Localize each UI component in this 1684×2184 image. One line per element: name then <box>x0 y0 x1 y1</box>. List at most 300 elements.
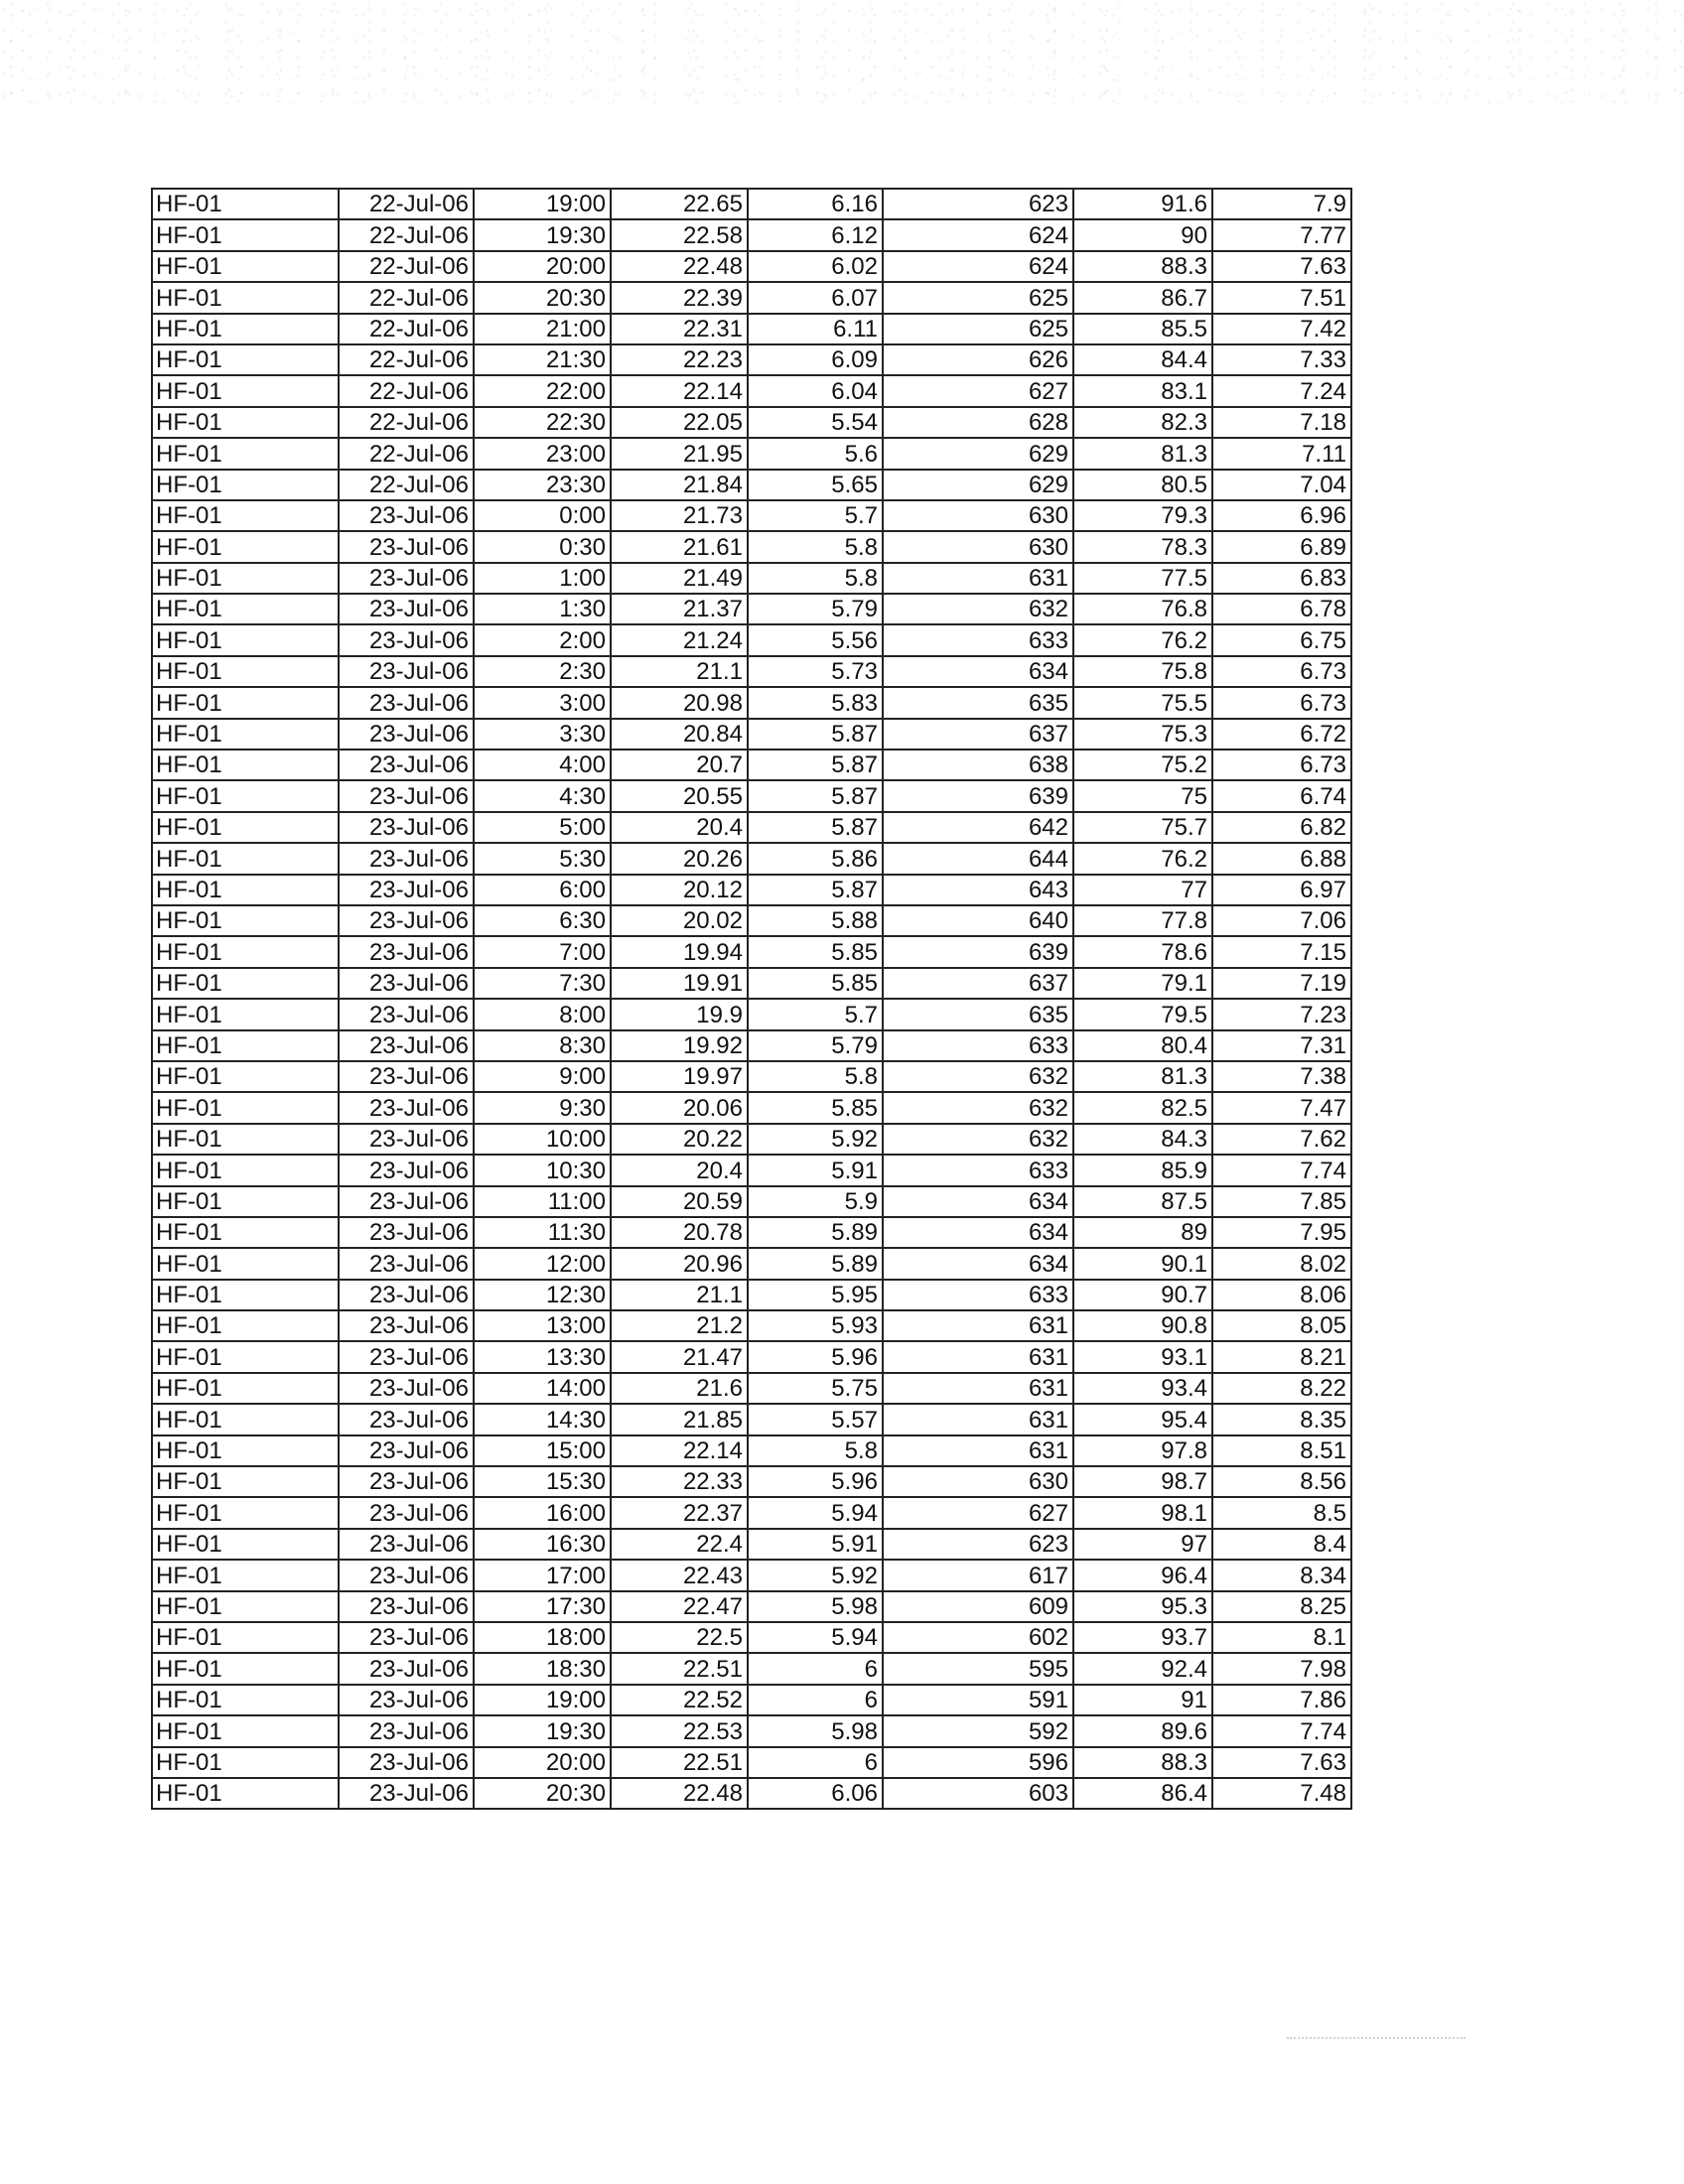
date-cell: 23-Jul-06 <box>339 563 474 594</box>
value-2-cell: 5.88 <box>748 905 883 936</box>
value-1-cell: 22.48 <box>611 1778 748 1809</box>
value-5-cell: 6.97 <box>1212 875 1351 905</box>
value-3-cell: 626 <box>883 344 1073 375</box>
value-2-cell: 5.7 <box>748 999 883 1029</box>
value-2-cell: 5.85 <box>748 936 883 967</box>
value-3-cell: 631 <box>883 1341 1073 1372</box>
value-3-cell: 631 <box>883 563 1073 594</box>
site-id-cell: HF-01 <box>152 780 339 811</box>
site-id-cell: HF-01 <box>152 999 339 1029</box>
time-cell: 19:00 <box>474 1685 611 1715</box>
table-row <box>152 1124 1351 1155</box>
table-row <box>152 1622 1351 1653</box>
value-5-cell: 6.89 <box>1212 531 1351 562</box>
table-row <box>152 1404 1351 1434</box>
time-cell: 22:00 <box>474 375 611 406</box>
value-3-cell: 603 <box>883 1778 1073 1809</box>
value-3-cell: 624 <box>883 219 1073 250</box>
table-row <box>152 1280 1351 1310</box>
value-3-cell: 629 <box>883 438 1073 469</box>
time-cell: 1:30 <box>474 594 611 624</box>
value-4-cell: 77.8 <box>1073 905 1212 936</box>
time-cell: 3:00 <box>474 687 611 718</box>
value-5-cell: 6.72 <box>1212 719 1351 750</box>
value-3-cell: 628 <box>883 407 1073 438</box>
value-2-cell: 5.98 <box>748 1715 883 1746</box>
time-cell: 21:30 <box>474 344 611 375</box>
time-cell: 6:00 <box>474 875 611 905</box>
value-2-cell: 6.06 <box>748 1778 883 1809</box>
time-cell: 16:30 <box>474 1529 611 1560</box>
site-id-cell: HF-01 <box>152 875 339 905</box>
site-id-cell: HF-01 <box>152 407 339 438</box>
value-4-cell: 75 <box>1073 780 1212 811</box>
value-3-cell: 627 <box>883 1497 1073 1528</box>
value-3-cell: 633 <box>883 624 1073 655</box>
date-cell: 23-Jul-06 <box>339 1529 474 1560</box>
date-cell: 22-Jul-06 <box>339 251 474 282</box>
date-cell: 23-Jul-06 <box>339 1061 474 1092</box>
value-5-cell: 8.21 <box>1212 1341 1351 1372</box>
value-3-cell: 634 <box>883 1186 1073 1217</box>
value-5-cell: 8.51 <box>1212 1435 1351 1466</box>
value-4-cell: 89 <box>1073 1217 1212 1248</box>
time-cell: 19:30 <box>474 1715 611 1746</box>
table-row <box>152 1217 1351 1248</box>
time-cell: 7:00 <box>474 936 611 967</box>
date-cell: 23-Jul-06 <box>339 1341 474 1372</box>
table-row <box>152 687 1351 718</box>
value-2-cell: 5.87 <box>748 780 883 811</box>
value-1-cell: 20.4 <box>611 1155 748 1185</box>
date-cell: 23-Jul-06 <box>339 1435 474 1466</box>
value-1-cell: 21.1 <box>611 656 748 687</box>
date-cell: 23-Jul-06 <box>339 1373 474 1404</box>
date-cell: 23-Jul-06 <box>339 1622 474 1653</box>
site-id-cell: HF-01 <box>152 1747 339 1778</box>
value-2-cell: 5.89 <box>748 1248 883 1279</box>
value-2-cell: 5.87 <box>748 750 883 780</box>
value-2-cell: 5.91 <box>748 1155 883 1185</box>
value-1-cell: 22.14 <box>611 1435 748 1466</box>
table-row <box>152 843 1351 874</box>
date-cell: 23-Jul-06 <box>339 719 474 750</box>
value-4-cell: 90.8 <box>1073 1310 1212 1341</box>
table-row <box>152 563 1351 594</box>
date-cell: 23-Jul-06 <box>339 624 474 655</box>
value-4-cell: 75.2 <box>1073 750 1212 780</box>
value-1-cell: 20.26 <box>611 843 748 874</box>
value-2-cell: 5.7 <box>748 500 883 531</box>
value-3-cell: 625 <box>883 282 1073 313</box>
value-1-cell: 20.12 <box>611 875 748 905</box>
value-1-cell: 21.47 <box>611 1341 748 1372</box>
site-id-cell: HF-01 <box>152 189 339 219</box>
value-4-cell: 75.8 <box>1073 656 1212 687</box>
value-2-cell: 5.9 <box>748 1186 883 1217</box>
date-cell: 23-Jul-06 <box>339 905 474 936</box>
date-cell: 23-Jul-06 <box>339 750 474 780</box>
table-row <box>152 719 1351 750</box>
time-cell: 3:30 <box>474 719 611 750</box>
value-4-cell: 79.1 <box>1073 968 1212 999</box>
time-cell: 9:00 <box>474 1061 611 1092</box>
value-5-cell: 7.48 <box>1212 1778 1351 1809</box>
table-row <box>152 1061 1351 1092</box>
time-cell: 13:00 <box>474 1310 611 1341</box>
time-cell: 0:30 <box>474 531 611 562</box>
table-row <box>152 624 1351 655</box>
site-id-cell: HF-01 <box>152 563 339 594</box>
value-1-cell: 22.37 <box>611 1497 748 1528</box>
value-2-cell: 5.96 <box>748 1341 883 1372</box>
site-id-cell: HF-01 <box>152 624 339 655</box>
value-2-cell: 5.56 <box>748 624 883 655</box>
site-id-cell: HF-01 <box>152 968 339 999</box>
site-id-cell: HF-01 <box>152 1435 339 1466</box>
value-4-cell: 93.7 <box>1073 1622 1212 1653</box>
value-1-cell: 22.39 <box>611 282 748 313</box>
value-2-cell: 5.87 <box>748 875 883 905</box>
value-3-cell: 632 <box>883 1092 1073 1123</box>
value-1-cell: 20.02 <box>611 905 748 936</box>
value-2-cell: 5.87 <box>748 719 883 750</box>
value-4-cell: 92.4 <box>1073 1653 1212 1684</box>
site-id-cell: HF-01 <box>152 1778 339 1809</box>
value-4-cell: 90.1 <box>1073 1248 1212 1279</box>
value-3-cell: 637 <box>883 719 1073 750</box>
time-cell: 5:00 <box>474 812 611 843</box>
table-row <box>152 656 1351 687</box>
value-4-cell: 83.1 <box>1073 375 1212 406</box>
value-1-cell: 22.43 <box>611 1560 748 1590</box>
site-id-cell: HF-01 <box>152 282 339 313</box>
value-3-cell: 632 <box>883 1061 1073 1092</box>
value-4-cell: 76.2 <box>1073 624 1212 655</box>
value-3-cell: 617 <box>883 1560 1073 1590</box>
table-row <box>152 594 1351 624</box>
value-5-cell: 8.4 <box>1212 1529 1351 1560</box>
value-5-cell: 8.05 <box>1212 1310 1351 1341</box>
date-cell: 22-Jul-06 <box>339 470 474 500</box>
value-1-cell: 20.84 <box>611 719 748 750</box>
value-4-cell: 81.3 <box>1073 1061 1212 1092</box>
table-row <box>152 500 1351 531</box>
value-5-cell: 7.15 <box>1212 936 1351 967</box>
value-4-cell: 97 <box>1073 1529 1212 1560</box>
value-1-cell: 22.53 <box>611 1715 748 1746</box>
time-cell: 12:00 <box>474 1248 611 1279</box>
time-cell: 22:30 <box>474 407 611 438</box>
value-4-cell: 80.5 <box>1073 470 1212 500</box>
date-cell: 23-Jul-06 <box>339 875 474 905</box>
value-4-cell: 76.2 <box>1073 843 1212 874</box>
value-2-cell: 5.87 <box>748 812 883 843</box>
value-1-cell: 22.31 <box>611 314 748 344</box>
date-cell: 23-Jul-06 <box>339 936 474 967</box>
value-4-cell: 76.8 <box>1073 594 1212 624</box>
value-1-cell: 21.85 <box>611 1404 748 1434</box>
value-2-cell: 6.02 <box>748 251 883 282</box>
value-1-cell: 22.14 <box>611 375 748 406</box>
date-cell: 22-Jul-06 <box>339 375 474 406</box>
table-row <box>152 1092 1351 1123</box>
time-cell: 15:00 <box>474 1435 611 1466</box>
date-cell: 22-Jul-06 <box>339 189 474 219</box>
site-id-cell: HF-01 <box>152 1248 339 1279</box>
site-id-cell: HF-01 <box>152 219 339 250</box>
date-cell: 22-Jul-06 <box>339 344 474 375</box>
value-4-cell: 89.6 <box>1073 1715 1212 1746</box>
value-1-cell: 21.24 <box>611 624 748 655</box>
date-cell: 23-Jul-06 <box>339 1310 474 1341</box>
value-3-cell: 627 <box>883 375 1073 406</box>
value-3-cell: 638 <box>883 750 1073 780</box>
table-row <box>152 470 1351 500</box>
time-cell: 23:30 <box>474 470 611 500</box>
value-4-cell: 84.4 <box>1073 344 1212 375</box>
table-row <box>152 1685 1351 1715</box>
table-row <box>152 219 1351 250</box>
time-cell: 12:30 <box>474 1280 611 1310</box>
value-1-cell: 21.84 <box>611 470 748 500</box>
value-2-cell: 5.8 <box>748 563 883 594</box>
value-1-cell: 19.91 <box>611 968 748 999</box>
value-1-cell: 21.61 <box>611 531 748 562</box>
date-cell: 23-Jul-06 <box>339 812 474 843</box>
value-1-cell: 22.51 <box>611 1653 748 1684</box>
value-5-cell: 7.63 <box>1212 251 1351 282</box>
value-2-cell: 5.8 <box>748 531 883 562</box>
value-2-cell: 5.79 <box>748 1030 883 1061</box>
value-2-cell: 6.16 <box>748 189 883 219</box>
value-2-cell: 5.6 <box>748 438 883 469</box>
value-3-cell: 630 <box>883 531 1073 562</box>
value-1-cell: 20.4 <box>611 812 748 843</box>
value-5-cell: 6.96 <box>1212 500 1351 531</box>
value-2-cell: 5.79 <box>748 594 883 624</box>
value-2-cell: 5.57 <box>748 1404 883 1434</box>
site-id-cell: HF-01 <box>152 1280 339 1310</box>
value-2-cell: 5.93 <box>748 1310 883 1341</box>
value-4-cell: 93.1 <box>1073 1341 1212 1372</box>
site-id-cell: HF-01 <box>152 750 339 780</box>
value-3-cell: 640 <box>883 905 1073 936</box>
date-cell: 23-Jul-06 <box>339 1497 474 1528</box>
site-id-cell: HF-01 <box>152 1622 339 1653</box>
value-3-cell: 631 <box>883 1435 1073 1466</box>
value-3-cell: 634 <box>883 1217 1073 1248</box>
value-2-cell: 6 <box>748 1653 883 1684</box>
site-id-cell: HF-01 <box>152 1591 339 1622</box>
value-3-cell: 634 <box>883 1248 1073 1279</box>
value-4-cell: 75.3 <box>1073 719 1212 750</box>
time-cell: 8:30 <box>474 1030 611 1061</box>
value-5-cell: 6.78 <box>1212 594 1351 624</box>
value-5-cell: 7.98 <box>1212 1653 1351 1684</box>
value-5-cell: 7.63 <box>1212 1747 1351 1778</box>
value-4-cell: 88.3 <box>1073 1747 1212 1778</box>
time-cell: 11:00 <box>474 1186 611 1217</box>
date-cell: 23-Jul-06 <box>339 843 474 874</box>
date-cell: 23-Jul-06 <box>339 1217 474 1248</box>
value-5-cell: 7.95 <box>1212 1217 1351 1248</box>
value-3-cell: 602 <box>883 1622 1073 1653</box>
time-cell: 18:30 <box>474 1653 611 1684</box>
value-5-cell: 6.73 <box>1212 656 1351 687</box>
value-3-cell: 609 <box>883 1591 1073 1622</box>
value-3-cell: 639 <box>883 936 1073 967</box>
value-5-cell: 8.5 <box>1212 1497 1351 1528</box>
value-3-cell: 592 <box>883 1715 1073 1746</box>
value-4-cell: 85.9 <box>1073 1155 1212 1185</box>
scan-noise <box>0 0 1684 109</box>
date-cell: 23-Jul-06 <box>339 1155 474 1185</box>
site-id-cell: HF-01 <box>152 936 339 967</box>
time-cell: 15:30 <box>474 1466 611 1497</box>
value-5-cell: 7.85 <box>1212 1186 1351 1217</box>
value-2-cell: 6.04 <box>748 375 883 406</box>
value-1-cell: 21.2 <box>611 1310 748 1341</box>
table-row <box>152 812 1351 843</box>
site-id-cell: HF-01 <box>152 719 339 750</box>
value-4-cell: 82.3 <box>1073 407 1212 438</box>
value-5-cell: 6.88 <box>1212 843 1351 874</box>
value-3-cell: 631 <box>883 1373 1073 1404</box>
time-cell: 10:30 <box>474 1155 611 1185</box>
time-cell: 4:30 <box>474 780 611 811</box>
date-cell: 23-Jul-06 <box>339 1404 474 1434</box>
time-cell: 14:30 <box>474 1404 611 1434</box>
site-id-cell: HF-01 <box>152 1217 339 1248</box>
table-row <box>152 1653 1351 1684</box>
site-id-cell: HF-01 <box>152 594 339 624</box>
value-3-cell: 633 <box>883 1030 1073 1061</box>
time-cell: 2:30 <box>474 656 611 687</box>
value-3-cell: 623 <box>883 189 1073 219</box>
value-5-cell: 7.19 <box>1212 968 1351 999</box>
value-5-cell: 7.9 <box>1212 189 1351 219</box>
site-id-cell: HF-01 <box>152 1404 339 1434</box>
value-3-cell: 633 <box>883 1155 1073 1185</box>
site-id-cell: HF-01 <box>152 1373 339 1404</box>
value-2-cell: 5.54 <box>748 407 883 438</box>
time-cell: 2:00 <box>474 624 611 655</box>
value-1-cell: 22.52 <box>611 1685 748 1715</box>
table-row <box>152 375 1351 406</box>
value-1-cell: 20.55 <box>611 780 748 811</box>
date-cell: 23-Jul-06 <box>339 1591 474 1622</box>
value-2-cell: 5.92 <box>748 1560 883 1590</box>
value-3-cell: 642 <box>883 812 1073 843</box>
value-3-cell: 637 <box>883 968 1073 999</box>
table-row <box>152 780 1351 811</box>
date-cell: 23-Jul-06 <box>339 1248 474 1279</box>
table-row <box>152 999 1351 1029</box>
value-1-cell: 22.48 <box>611 251 748 282</box>
value-4-cell: 86.7 <box>1073 282 1212 313</box>
value-1-cell: 19.94 <box>611 936 748 967</box>
table-row <box>152 1747 1351 1778</box>
time-cell: 5:30 <box>474 843 611 874</box>
date-cell: 23-Jul-06 <box>339 531 474 562</box>
site-id-cell: HF-01 <box>152 470 339 500</box>
value-5-cell: 8.22 <box>1212 1373 1351 1404</box>
time-cell: 19:00 <box>474 189 611 219</box>
site-id-cell: HF-01 <box>152 1653 339 1684</box>
value-5-cell: 7.24 <box>1212 375 1351 406</box>
site-id-cell: HF-01 <box>152 1310 339 1341</box>
value-1-cell: 19.92 <box>611 1030 748 1061</box>
date-cell: 23-Jul-06 <box>339 999 474 1029</box>
time-cell: 18:00 <box>474 1622 611 1653</box>
value-5-cell: 7.38 <box>1212 1061 1351 1092</box>
table-row <box>152 189 1351 219</box>
value-5-cell: 7.51 <box>1212 282 1351 313</box>
site-id-cell: HF-01 <box>152 251 339 282</box>
value-1-cell: 21.49 <box>611 563 748 594</box>
value-3-cell: 596 <box>883 1747 1073 1778</box>
table-row <box>152 1373 1351 1404</box>
site-id-cell: HF-01 <box>152 531 339 562</box>
value-5-cell: 8.35 <box>1212 1404 1351 1434</box>
value-5-cell: 7.06 <box>1212 905 1351 936</box>
value-4-cell: 85.5 <box>1073 314 1212 344</box>
date-cell: 23-Jul-06 <box>339 1030 474 1061</box>
value-5-cell: 7.42 <box>1212 314 1351 344</box>
date-cell: 23-Jul-06 <box>339 1778 474 1809</box>
value-3-cell: 591 <box>883 1685 1073 1715</box>
table-row <box>152 1466 1351 1497</box>
time-cell: 23:00 <box>474 438 611 469</box>
date-cell: 23-Jul-06 <box>339 1685 474 1715</box>
value-4-cell: 75.5 <box>1073 687 1212 718</box>
value-1-cell: 20.98 <box>611 687 748 718</box>
value-4-cell: 79.3 <box>1073 500 1212 531</box>
table-row <box>152 407 1351 438</box>
value-4-cell: 91.6 <box>1073 189 1212 219</box>
value-4-cell: 75.7 <box>1073 812 1212 843</box>
value-2-cell: 6.12 <box>748 219 883 250</box>
value-3-cell: 629 <box>883 470 1073 500</box>
value-3-cell: 631 <box>883 1404 1073 1434</box>
value-5-cell: 7.04 <box>1212 470 1351 500</box>
time-cell: 1:00 <box>474 563 611 594</box>
value-5-cell: 8.06 <box>1212 1280 1351 1310</box>
site-id-cell: HF-01 <box>152 1030 339 1061</box>
value-1-cell: 21.95 <box>611 438 748 469</box>
date-cell: 23-Jul-06 <box>339 1124 474 1155</box>
value-2-cell: 6.09 <box>748 344 883 375</box>
value-4-cell: 98.7 <box>1073 1466 1212 1497</box>
value-5-cell: 6.83 <box>1212 563 1351 594</box>
value-2-cell: 5.96 <box>748 1466 883 1497</box>
value-3-cell: 623 <box>883 1529 1073 1560</box>
time-cell: 0:00 <box>474 500 611 531</box>
value-4-cell: 82.5 <box>1073 1092 1212 1123</box>
value-3-cell: 632 <box>883 594 1073 624</box>
time-cell: 20:00 <box>474 251 611 282</box>
time-cell: 20:30 <box>474 282 611 313</box>
site-id-cell: HF-01 <box>152 1155 339 1185</box>
value-4-cell: 80.4 <box>1073 1030 1212 1061</box>
value-1-cell: 19.9 <box>611 999 748 1029</box>
site-id-cell: HF-01 <box>152 1466 339 1497</box>
table-row <box>152 936 1351 967</box>
value-2-cell: 5.94 <box>748 1622 883 1653</box>
table-row <box>152 750 1351 780</box>
time-cell: 11:30 <box>474 1217 611 1248</box>
